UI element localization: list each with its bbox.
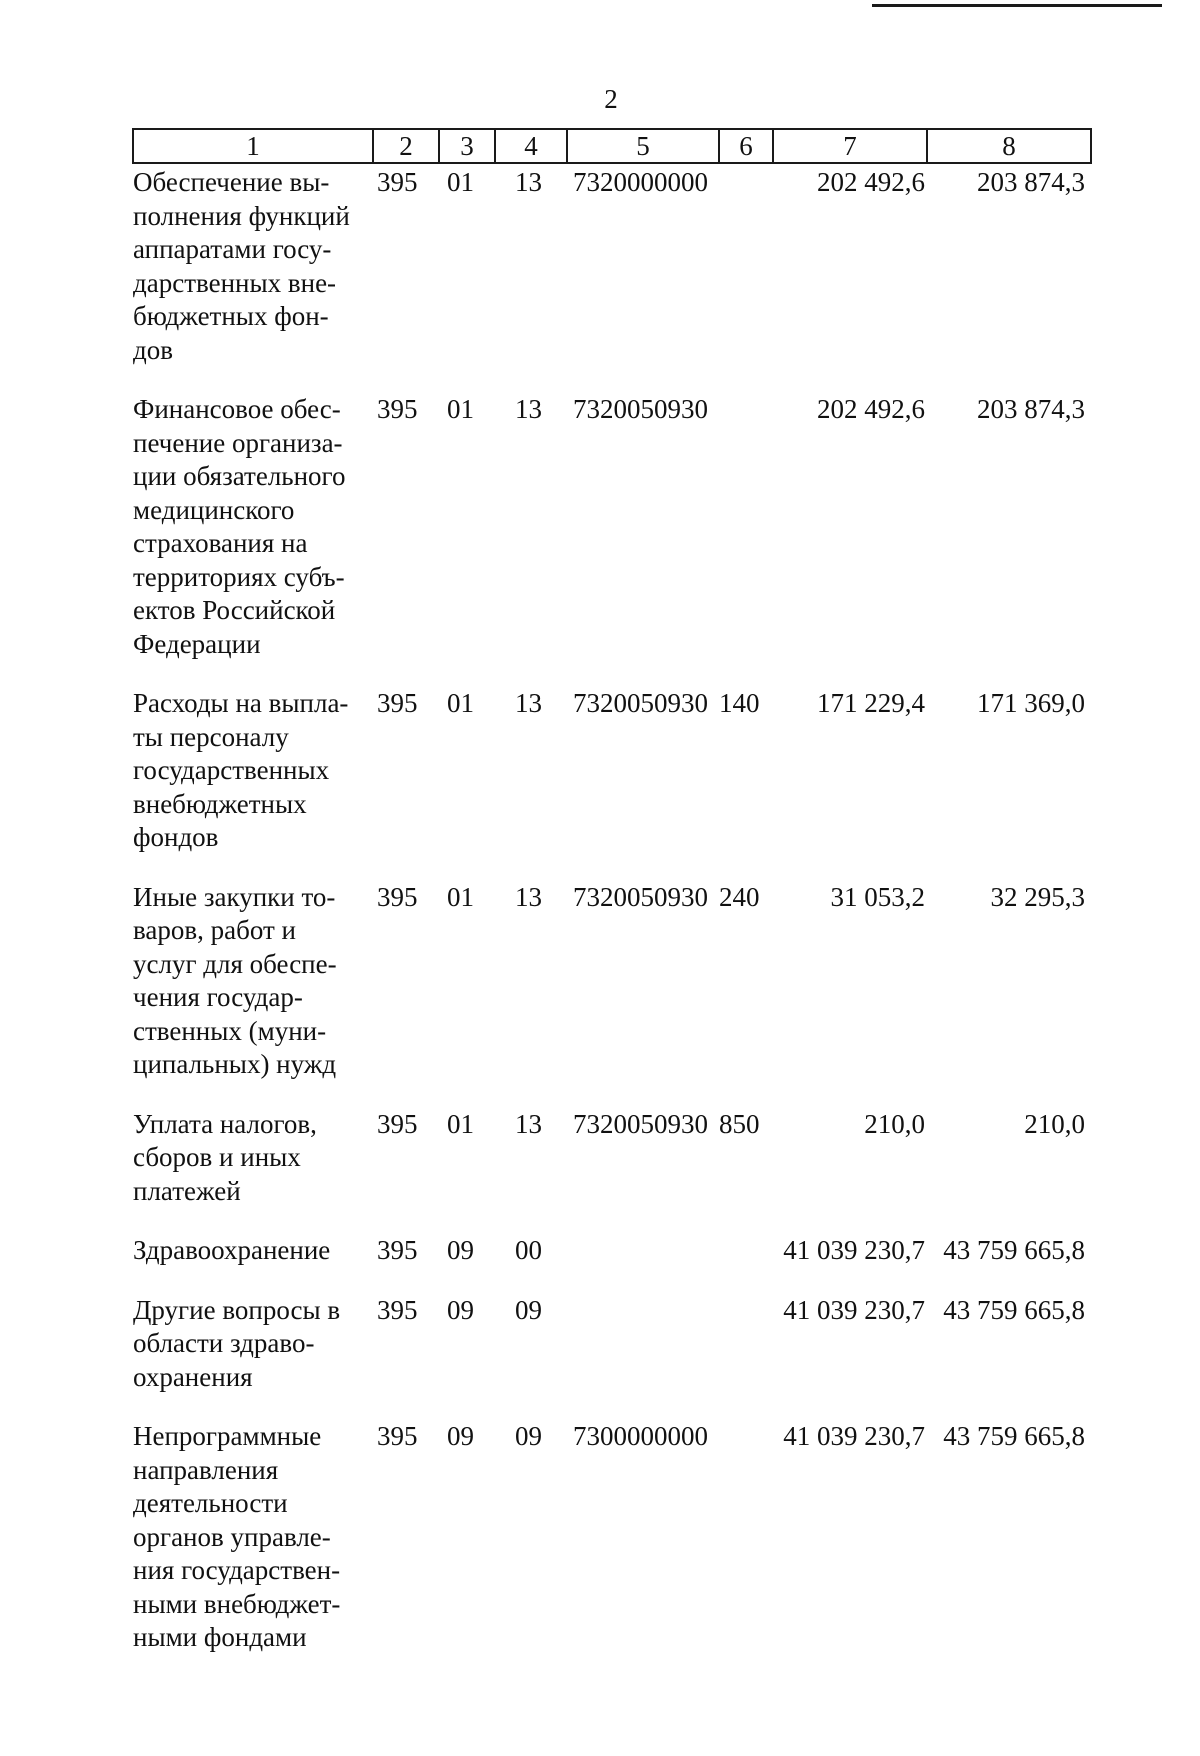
cell-col-4: 09: [515, 1421, 542, 1451]
row-name: Здравоохранение: [133, 1235, 331, 1265]
table-row: [133, 1228, 1091, 1288]
column-header-2: 2: [373, 129, 439, 163]
cell-col-3: 09: [447, 1235, 474, 1265]
cell-col-2: 395: [377, 688, 418, 718]
cell-col-3: 01: [447, 1108, 474, 1139]
cell-col-5: 7320050930: [573, 881, 708, 912]
cell-col-3: 01: [447, 688, 474, 718]
cell-col-3: 09: [447, 1294, 474, 1325]
cell-col-6: 850: [719, 1108, 760, 1139]
cell-col-4: 09: [515, 1294, 542, 1325]
cell-col-2: 395: [377, 1235, 418, 1265]
cell-col-6: 240: [719, 881, 760, 912]
row-name: Непрограммные направления деятельности органов управле- ния государствен- ными внебюджет- ными фондами: [133, 1421, 341, 1652]
cell-col-5: 7320050930: [573, 1108, 708, 1139]
column-header-4: 4: [495, 129, 567, 163]
cell-col-5: 7320050930: [573, 394, 708, 424]
header-row: [133, 129, 1091, 163]
row-name: Расходы на выпла- ты персоналу государственных внебюджетных фондов: [133, 688, 349, 852]
row-name: Иные закупки то- варов, работ и услуг для обеспе- чения государ- ственных (муни- ципальных) нужд: [133, 881, 337, 1079]
column-header-1: 1: [133, 129, 373, 163]
cell-col-7: 41 039 230,7: [783, 1235, 925, 1265]
cell-col-3: 01: [447, 394, 474, 424]
budget-table: [132, 128, 1092, 1675]
table-row: [133, 163, 1091, 387]
cell-col-6: [719, 387, 773, 681]
cell-col-7: 210,0: [864, 1108, 925, 1139]
cell-col-2: 395: [377, 1421, 418, 1451]
table-row: [133, 1288, 1091, 1415]
cell-col-6: [719, 1288, 773, 1415]
table-row: [133, 681, 1091, 875]
column-header-5: 5: [567, 129, 719, 163]
cell-col-4: 00: [515, 1235, 542, 1265]
row-name: Обеспечение вы- полнения функций аппаратами госу- дарственных вне- бюджетных фон- дов: [133, 167, 350, 365]
cell-col-2: 395: [377, 394, 418, 424]
cell-col-7: 41 039 230,7: [783, 1421, 925, 1451]
cell-col-6: [719, 1414, 773, 1675]
cell-col-3: 09: [447, 1421, 474, 1451]
cell-col-8: 171 369,0: [977, 688, 1085, 718]
cell-col-3: 01: [447, 881, 474, 912]
cell-col-5: 7300000000: [573, 1421, 708, 1451]
cell-col-2: 395: [377, 167, 418, 197]
cell-col-4: 13: [515, 167, 542, 197]
table-row: [133, 875, 1091, 1102]
column-header-3: 3: [439, 129, 495, 163]
cell-col-4: 13: [515, 1108, 542, 1139]
column-header-7: 7: [773, 129, 927, 163]
cell-col-8: 32 295,3: [990, 881, 1085, 912]
cell-col-7: 41 039 230,7: [783, 1294, 925, 1325]
cell-col-2: 395: [377, 1108, 418, 1139]
table-row: [133, 1102, 1091, 1229]
top-rule: [872, 4, 1162, 7]
cell-col-8: 203 874,3: [977, 394, 1085, 424]
cell-col-8: 43 759 665,8: [943, 1421, 1085, 1451]
cell-col-7: 171 229,4: [817, 688, 925, 718]
row-name: Другие вопросы в области здраво- охранения: [133, 1294, 341, 1392]
cell-col-6: 140: [719, 688, 760, 718]
table-row: [133, 387, 1091, 681]
cell-col-6: [719, 1228, 773, 1288]
cell-col-8: 210,0: [1024, 1108, 1085, 1139]
cell-col-8: 203 874,3: [977, 167, 1085, 197]
cell-col-7: 202 492,6: [817, 167, 925, 197]
row-name: Уплата налогов, сборов и иных платежей: [133, 1108, 317, 1206]
cell-col-8: 43 759 665,8: [943, 1235, 1085, 1265]
cell-col-2: 395: [377, 881, 418, 912]
cell-col-3: 01: [447, 167, 474, 197]
cell-col-4: 13: [515, 394, 542, 424]
cell-col-5: 7320050930: [573, 688, 708, 718]
cell-col-7: 202 492,6: [817, 394, 925, 424]
cell-col-8: 43 759 665,8: [943, 1294, 1085, 1325]
table-row: [133, 1414, 1091, 1675]
row-name: Финансовое обес- печение организа- ции обязательного медицинского страхования на территориях субъ- ектов Российской Федерации: [133, 394, 346, 659]
cell-col-4: 13: [515, 881, 542, 912]
cell-col-5: [567, 1228, 719, 1288]
cell-col-5: [567, 1288, 719, 1415]
column-header-8: 8: [927, 129, 1091, 163]
cell-col-2: 395: [377, 1294, 418, 1325]
column-header-6: 6: [719, 129, 773, 163]
cell-col-5: 7320000000: [573, 167, 708, 197]
cell-col-7: 31 053,2: [830, 881, 925, 912]
cell-col-6: [719, 163, 773, 387]
page-number: 2: [604, 84, 618, 114]
cell-col-4: 13: [515, 688, 542, 718]
table-body: [133, 163, 1091, 1675]
